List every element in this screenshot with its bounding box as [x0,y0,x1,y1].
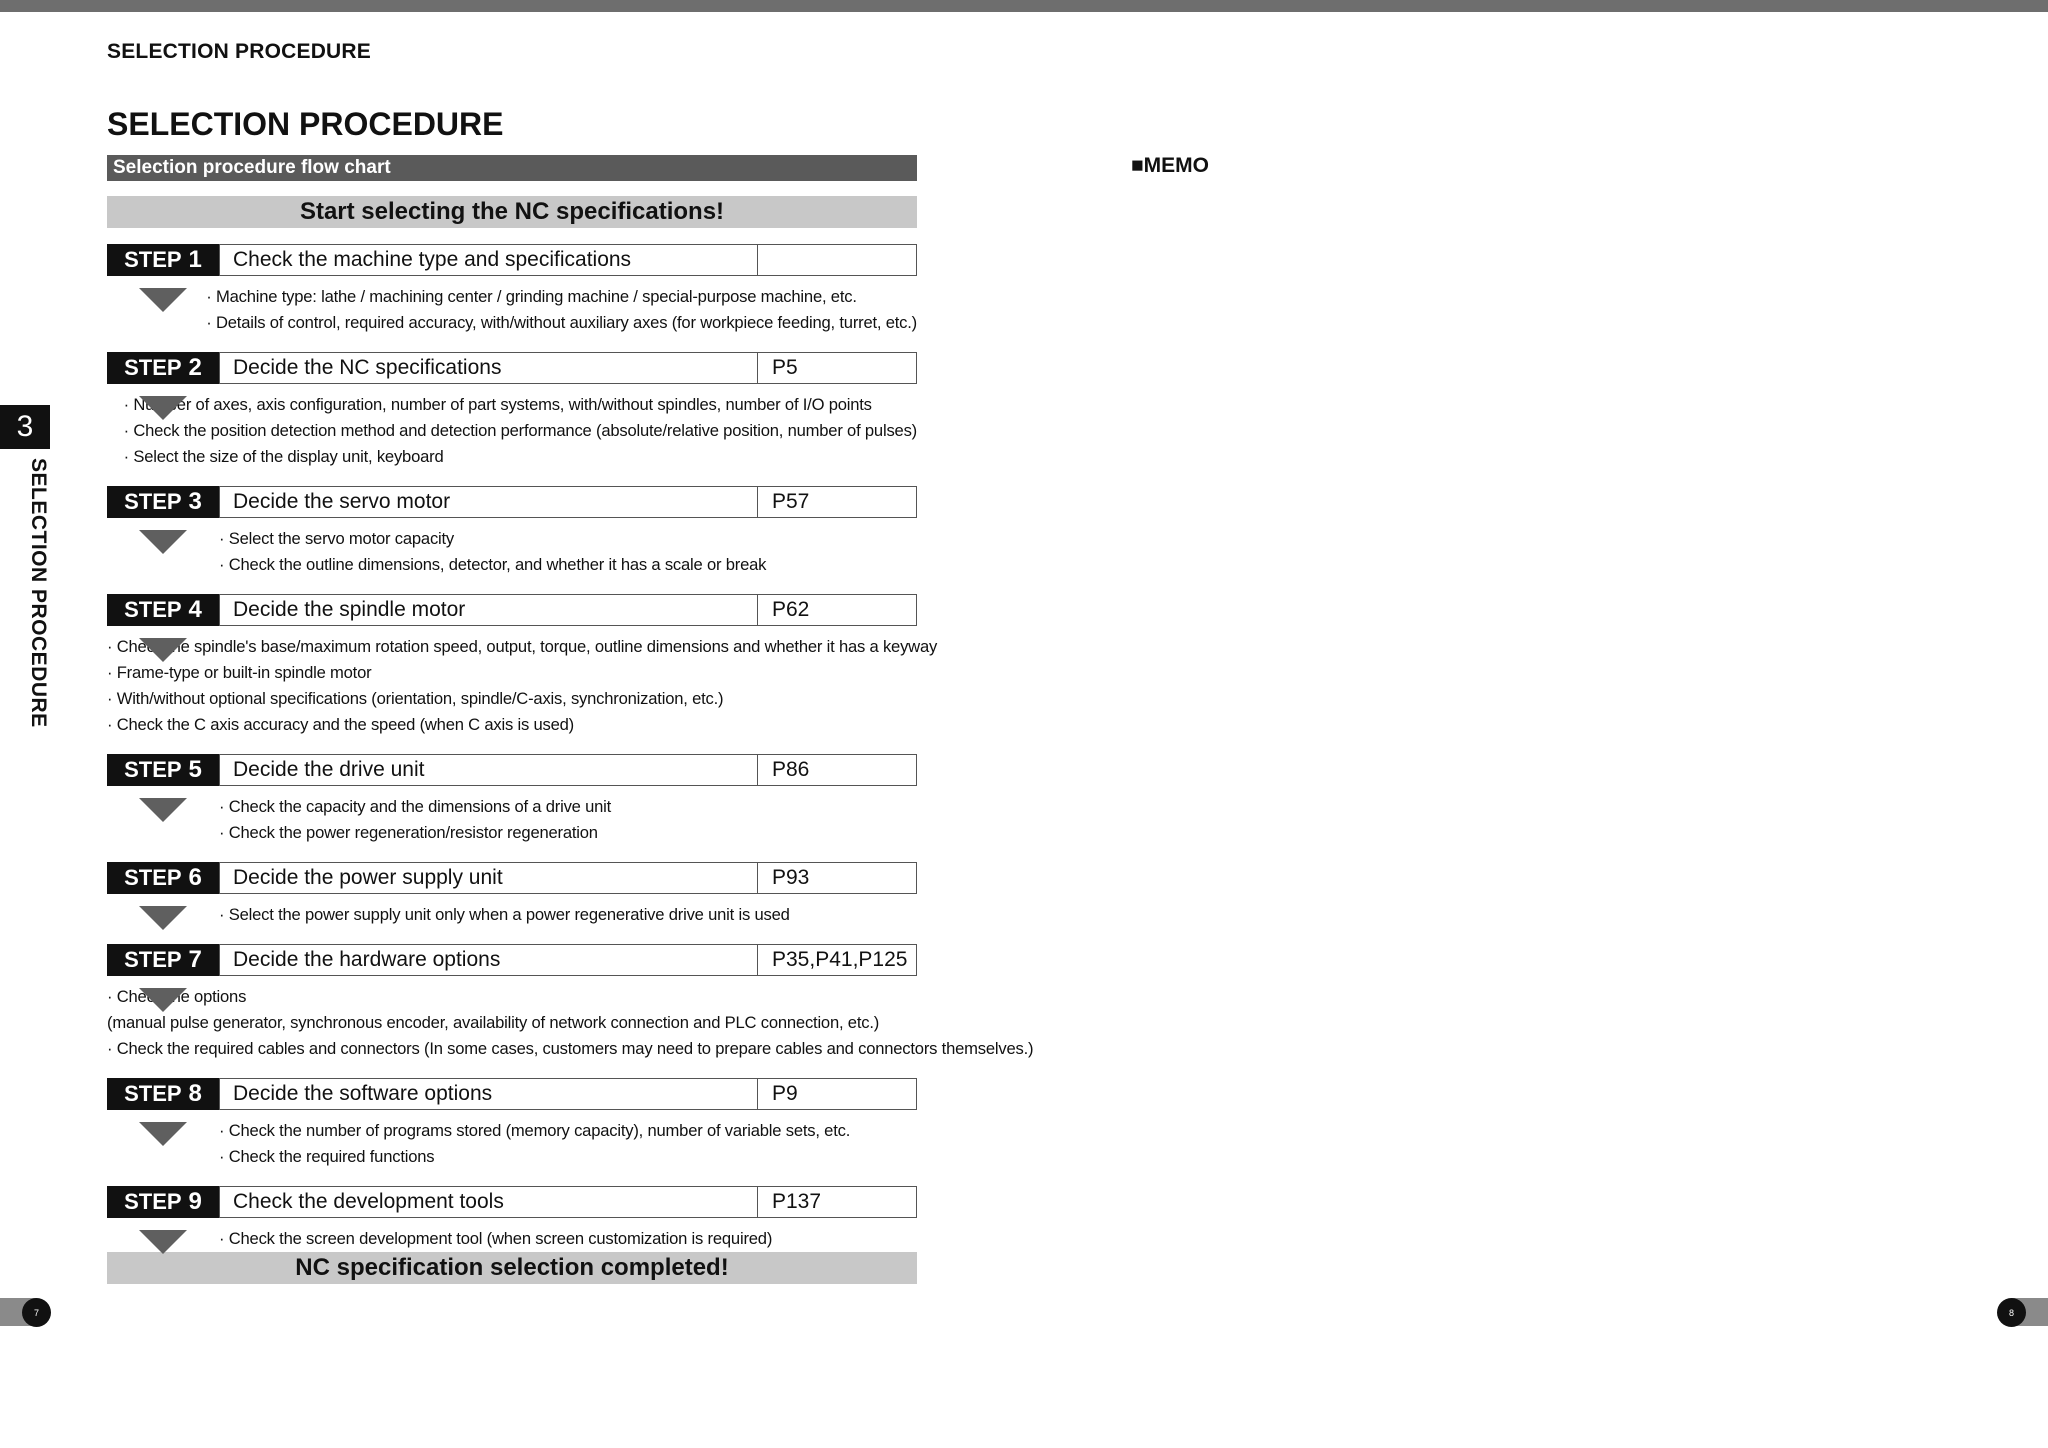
step-bullets [219,1118,850,1170]
arrow-column [107,1118,219,1170]
step-bullet: · Machine type: lathe / machining center / grinding machine / special-purpose machine, etc. [206,287,857,306]
step-number: 8 [188,1080,202,1107]
step-number: 4 [188,596,202,623]
step-bullets [124,392,917,470]
flow-step [107,486,917,578]
flow-chart-title: Selection procedure flow chart [107,155,917,181]
step-bullets [219,1226,772,1252]
down-arrow-icon [139,288,187,312]
step-bullet: (manual pulse generator, synchronous encoder, availability of network connection and PLC connection, etc.) [107,1013,880,1032]
step-body [107,794,917,846]
page-number-left: 7 [22,1298,51,1327]
step-bullets [107,984,1033,1062]
step-header [107,352,917,384]
step-page-reference: P5 [757,352,917,384]
step-bullet: · Check the power regeneration/resistor regeneration [219,823,598,842]
step-word: STEP [124,757,182,782]
chapter-tab: 3 [0,405,50,449]
step-bullet: · Check the position detection method and detection performance (absolute/relative position, number of pulses) [123,421,917,440]
down-arrow-icon [139,798,187,822]
step-page-reference: P86 [757,754,917,786]
step-page-reference: P35,P41,P125 [757,944,917,976]
step-header [107,754,917,786]
step-page-reference: P9 [757,1078,917,1110]
step-body [107,1226,917,1252]
step-label [107,944,219,976]
step-header [107,944,917,976]
step-label [107,486,219,518]
step-bullet: · Select the power supply unit only when a power regenerative drive unit is used [219,905,790,924]
step-bullets [107,634,937,738]
step-bullet: · Check the outline dimensions, detector, and whether it has a scale or break [219,555,767,574]
down-arrow-icon [139,1230,187,1254]
step-header [107,244,917,276]
step-bullet: · Select the servo motor capacity [219,529,455,548]
step-body [107,1118,917,1170]
step-body [107,526,917,578]
step-title: Decide the power supply unit [219,862,757,894]
chapter-title-vertical: SELECTION PROCEDURE [27,458,50,728]
step-word: STEP [124,355,182,380]
step-bullets [219,902,790,928]
step-title: Decide the drive unit [219,754,757,786]
step-title: Decide the software options [219,1078,757,1110]
flow-end-banner: NC specification selection completed! [107,1252,917,1284]
flow-start-banner: Start selecting the NC specifications! [107,196,917,228]
step-label [107,244,219,276]
step-bullets [219,794,611,846]
running-header: SELECTION PROCEDURE [107,40,371,63]
flow-step [107,754,917,846]
arrow-column [107,392,124,470]
step-header [107,862,917,894]
step-label [107,754,219,786]
step-bullet: · Select the size of the display unit, keyboard [123,447,444,466]
step-number: 5 [188,756,202,783]
step-header [107,1186,917,1218]
step-word: STEP [124,1081,182,1106]
flow-step [107,1078,917,1170]
step-bullet: · Check the required functions [219,1147,435,1166]
step-title: Check the machine type and specifications [219,244,757,276]
step-label [107,594,219,626]
step-bullet: · Check the options [107,987,247,1006]
memo-label: ■MEMO [1131,154,1210,177]
down-arrow-icon [139,988,187,1012]
step-label [107,352,219,384]
page-number-right: 8 [1997,1298,2026,1327]
step-bullets [219,526,766,578]
step-bullet: · Details of control, required accuracy, with/without auxiliary axes (for workpiece feeding, turret, etc.) [206,313,917,332]
step-number: 6 [188,864,202,891]
step-number: 3 [188,488,202,515]
step-list [107,244,1034,1252]
step-label [107,1078,219,1110]
arrow-column [107,902,219,928]
step-bullet: · Check the C axis accuracy and the speed (when C axis is used) [107,715,574,734]
step-page-reference: P93 [757,862,917,894]
flow-step [107,944,1034,1062]
step-number: 7 [188,946,202,973]
down-arrow-icon [139,530,187,554]
flow-step [107,862,917,928]
step-title: Decide the servo motor [219,486,757,518]
section-title: SELECTION PROCEDURE [107,106,504,142]
step-bullets [206,284,917,336]
step-bullet: · Frame-type or built-in spindle motor [107,663,372,682]
flow-step [107,594,938,738]
step-bullet: · With/without optional specifications (orientation, spindle/C-axis, synchronization, etc.) [107,689,724,708]
step-word: STEP [124,597,182,622]
down-arrow-icon [139,906,187,930]
step-page-reference [757,244,917,276]
step-number: 2 [188,354,202,381]
step-word: STEP [124,865,182,890]
step-label [107,862,219,894]
step-page-reference: P57 [757,486,917,518]
step-bullet: · Check the number of programs stored (memory capacity), number of variable sets, etc. [219,1121,851,1140]
step-body [107,392,917,470]
step-number: 1 [188,246,202,273]
step-bullet: · Check the capacity and the dimensions of a drive unit [219,797,612,816]
step-title: Decide the NC specifications [219,352,757,384]
step-header [107,486,917,518]
step-title: Check the development tools [219,1186,757,1218]
step-title: Decide the hardware options [219,944,757,976]
step-page-reference: P62 [757,594,917,626]
step-word: STEP [124,489,182,514]
step-header [107,594,917,626]
selection-flow-chart [107,155,1034,1284]
step-body [107,284,917,336]
top-bar [0,0,2048,12]
step-header [107,1078,917,1110]
flow-step [107,352,917,470]
step-bullet: · Check the spindle's base/maximum rotation speed, output, torque, outline dimensions and whether it has a keyway [107,637,938,656]
step-number: 9 [188,1188,202,1215]
down-arrow-icon [139,1122,187,1146]
step-bullet: · Check the required cables and connectors (In some cases, customers may need to prepare cables and connectors themselves.) [107,1039,1034,1058]
flow-step [107,244,917,336]
step-body [107,902,917,928]
step-word: STEP [124,947,182,972]
step-body [107,634,938,738]
step-label [107,1186,219,1218]
arrow-column [107,794,219,846]
down-arrow-icon [139,638,187,662]
arrow-column [107,284,206,336]
step-body [107,984,1034,1062]
step-page-reference: P137 [757,1186,917,1218]
arrow-column [107,1226,219,1252]
step-word: STEP [124,247,182,272]
flow-step [107,1186,917,1252]
down-arrow-icon [139,396,187,420]
step-bullet: · Check the screen development tool (when screen customization is required) [219,1229,773,1248]
step-bullet: · Number of axes, axis configuration, number of part systems, with/without spindles, number of I/O points [123,395,872,414]
step-title: Decide the spindle motor [219,594,757,626]
arrow-column [107,526,219,578]
step-word: STEP [124,1189,182,1214]
